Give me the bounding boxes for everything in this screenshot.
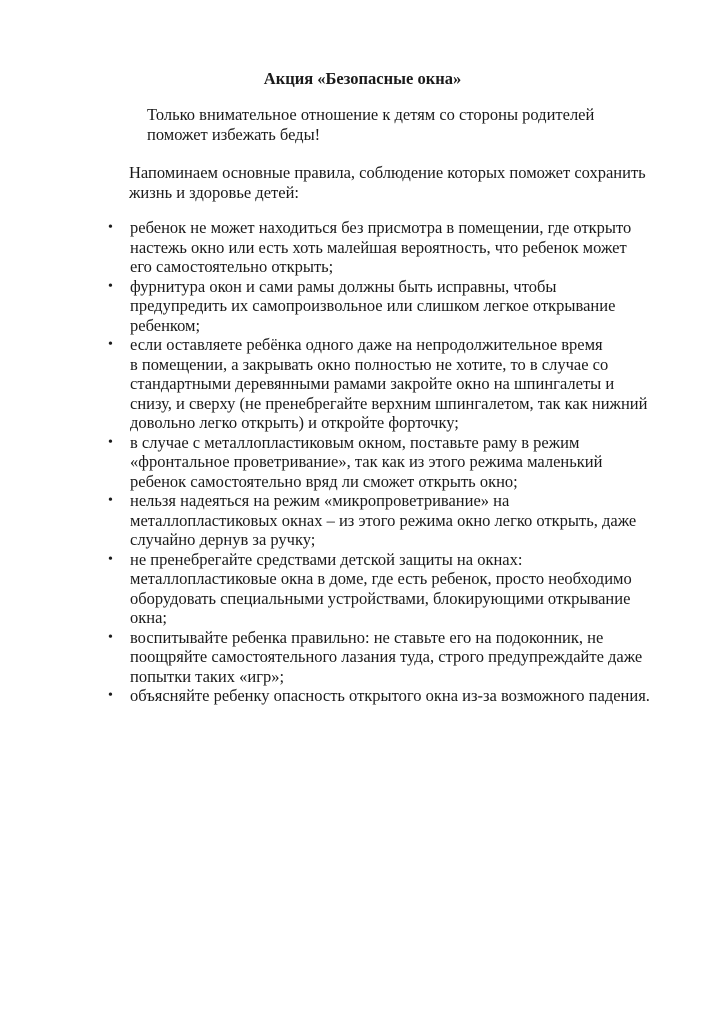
rule-line: стандартными деревянными рамами закройте окно на шпингалеты и (130, 374, 615, 393)
rule-item (103, 218, 693, 277)
rule-line: довольно легко открыть) и откройте форточку; (130, 413, 459, 432)
bullet-icon: • (108, 220, 113, 235)
rule-line: поощряйте самостоятельного лазания туда, строго предупреждайте даже (130, 647, 643, 666)
rule-line: снизу, и сверху (не пренебрегайте верхним шпингалетом, так как нижний (130, 393, 648, 413)
rule-line: ребенок не может находиться без присмотра в помещении, где открыто (130, 218, 632, 237)
rule-item (103, 628, 693, 687)
bullet-icon: • (108, 629, 113, 645)
rule-line: случайно дернув за ручку; (130, 530, 316, 549)
rule-item (103, 277, 693, 336)
rule-item (103, 433, 693, 492)
rule-item (103, 335, 693, 433)
intro-line: поможет избежать беды! (147, 124, 321, 144)
rule-item (103, 550, 693, 628)
reminder-line: жизнь и здоровье детей: (129, 182, 299, 202)
rule-line: его самостоятельно открыть; (130, 257, 334, 276)
rule-line: фурнитура окон и сами рамы должны быть исправны, чтобы (130, 276, 557, 296)
intro-paragraph (103, 105, 683, 144)
bullet-icon: • (108, 337, 113, 352)
reminder-line: Напоминаем основные правила, соблюдение которых поможет сохранить (129, 163, 646, 182)
rule-item (103, 491, 693, 550)
document-title: Акция «Безопасные окна» (263, 69, 462, 88)
rule-line: «фронтальное проветривание», так как из этого режима маленький (130, 452, 603, 471)
bullet-icon: • (108, 278, 113, 294)
rule-line: не пренебрегайте средствами детской защиты на окнах: (130, 549, 523, 569)
rule-line: предупредить их самопроизвольное или слишком легкое открывание (130, 296, 616, 315)
rule-line: в помещении, а закрывать окно полностью не хотите, то в случае со (130, 354, 609, 374)
rule-line: ребенок самостоятельно вряд ли сможет открыть окно; (130, 471, 518, 491)
rule-line: металлопластиковых окнах – из этого режима окно легко открыть, даже (130, 510, 637, 530)
rule-line: попытки таких «игр»; (130, 666, 285, 686)
rule-line: в случае с металлопластиковым окном, поставьте раму в режим (130, 432, 580, 452)
rule-line: ребенком; (130, 315, 201, 335)
bullet-icon: • (108, 434, 113, 450)
bullet-icon: • (108, 493, 113, 508)
rule-line: объясняйте ребенку опасность открытого окна из-за возможного падения. (130, 686, 650, 705)
rule-line: оборудовать специальными устройствами, блокирующими открывание (130, 588, 631, 608)
rule-line: нельзя надеяться на режим «микропроветривание» на (130, 491, 510, 510)
intro-line: Только внимательное отношение к детям со стороны родителей (147, 105, 595, 124)
rule-line: воспитывайте ребенка правильно: не ставьте его на подоконник, не (130, 627, 604, 647)
rules-list (103, 218, 693, 706)
bullet-icon: • (108, 688, 113, 703)
rule-line: настежь окно или есть хоть малейшая вероятность, что ребенок может (130, 237, 627, 257)
rule-line: если оставляете ребёнка одного даже на непродолжительное время (130, 335, 603, 354)
reminder-paragraph (103, 163, 683, 202)
rule-item (103, 686, 693, 706)
rule-line: металлопластиковые окна в доме, где есть ребенок, просто необходимо (130, 569, 632, 588)
bullet-icon: • (108, 551, 113, 567)
rule-line: окна; (130, 608, 168, 627)
